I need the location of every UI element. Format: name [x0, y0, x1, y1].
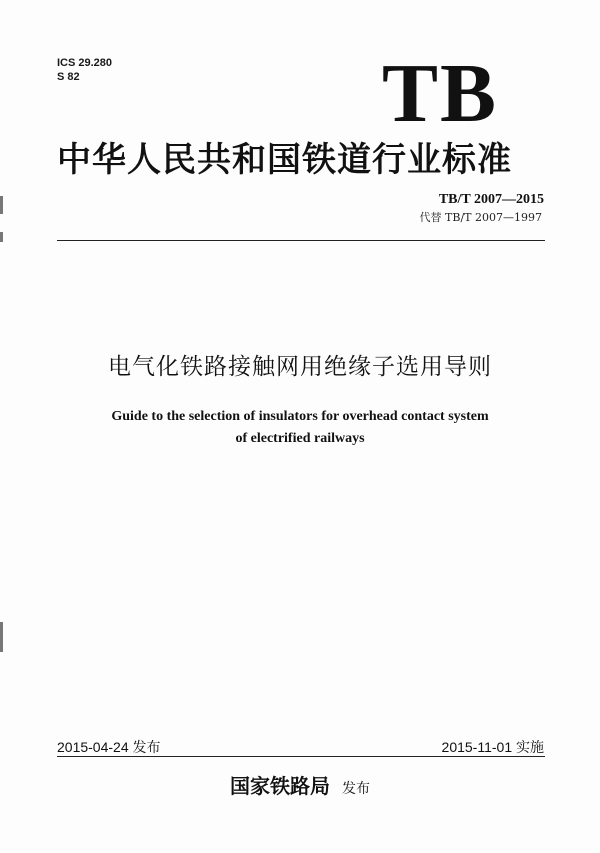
ics-code: ICS 29.280: [57, 57, 113, 69]
top-divider: [57, 240, 545, 241]
chinese-document-title: 电气化铁路接触网用绝缘子选用导则: [108, 354, 492, 380]
classification-codes: [57, 56, 112, 84]
scan-edge-mark: [0, 622, 3, 652]
national-standard-title: 中华人民共和国铁道行业标准: [57, 140, 512, 180]
standard-number: TB/T 2007—2015: [438, 192, 544, 207]
english-title-line-2: of electrified railways: [235, 431, 365, 446]
english-document-title: [0, 406, 600, 450]
tb-standard-logo: TB: [382, 47, 499, 140]
class-code: S 82: [57, 71, 80, 83]
issuing-authority: [0, 772, 600, 803]
english-title-line-1: Guide to the selection of insulators for overhead contact system: [111, 409, 489, 424]
scan-edge-mark: [0, 232, 3, 242]
publication-date: 2015-04-24 发布: [57, 739, 161, 755]
scan-edge-mark: [0, 196, 3, 214]
replaces-standard: 代替 TB/T 2007—1997: [419, 211, 542, 224]
bottom-divider: [57, 756, 545, 757]
issuer-suffix: 发布: [342, 781, 370, 797]
implementation-date: 2015-11-01 实施: [441, 739, 544, 755]
issuer-name: 国家铁路局: [230, 774, 330, 798]
